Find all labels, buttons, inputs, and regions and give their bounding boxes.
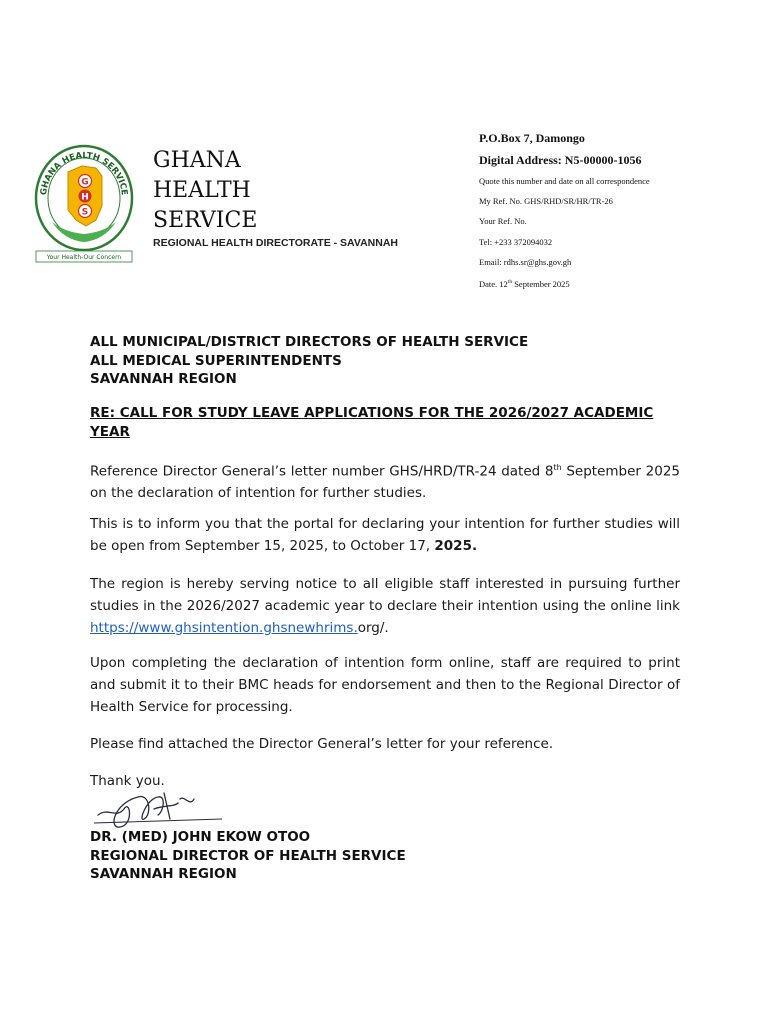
- intention-portal-link[interactable]: https://www.ghsintention.ghsnewhrims.: [90, 619, 358, 636]
- paragraph-reference: [90, 457, 680, 505]
- addressees: [90, 333, 528, 389]
- addressee-line: ALL MEDICAL SUPERINTENDENTS: [90, 352, 342, 369]
- addressee-line: SAVANNAH REGION: [90, 371, 237, 387]
- contact-block: [479, 127, 650, 294]
- p1-text: Reference Director General’s letter number GHS/HRD/TR-24 dated 8: [90, 463, 554, 480]
- logo-letter-h: H: [81, 192, 89, 203]
- quote-note: Quote this number and date on all correspondence: [479, 176, 650, 186]
- p1-sup: th: [553, 463, 562, 472]
- my-ref: [479, 191, 650, 211]
- logo-letter-s: S: [81, 207, 89, 218]
- organization-name: [153, 146, 257, 236]
- po-box: P.O.Box 7, Damongo: [479, 131, 585, 145]
- date-sup: th: [507, 279, 513, 286]
- logo-motto: Your Health-Our Concern: [46, 254, 122, 261]
- p2-text: This is to inform you that the portal for declaring your intention for further studies will be open from September 15, 2025, to October 17,: [90, 516, 680, 554]
- logo-ring-text: GHANA HEALTH SERVICE: [39, 150, 129, 196]
- telephone: Tel: +233 372094032: [479, 236, 553, 247]
- date-prefix: Date. 12: [479, 278, 508, 289]
- my-ref-value: GHS/RHD/SR/HR/TR-26: [524, 196, 613, 207]
- addressee-line: ALL MUNICIPAL/DISTRICT DIRECTORS OF HEALTH SERVICE: [90, 334, 529, 350]
- subject-line: RE: CALL FOR STUDY LEAVE APPLICATIONS FOR THE 2026/2027 ACADEMIC YEAR: [90, 405, 654, 440]
- org-name-line: GHANA: [153, 148, 241, 173]
- logo-letter-g: G: [81, 177, 89, 188]
- signatory-title: REGIONAL DIRECTOR OF HEALTH SERVICE: [90, 847, 406, 864]
- org-name-line: SERVICE: [153, 208, 258, 233]
- my-ref-label: My Ref. No.: [479, 196, 525, 207]
- paragraph-portal: [90, 514, 680, 558]
- signatory-block: [90, 828, 406, 884]
- p3-text-after: org/.: [357, 619, 389, 636]
- date-suffix: September 2025: [512, 278, 570, 289]
- digital-address: Digital Address: N5-00000-1056: [479, 153, 642, 167]
- closing: Thank you.: [90, 773, 165, 789]
- directorate-subtitle: REGIONAL HEALTH DIRECTORATE - SAVANNAH: [153, 237, 399, 249]
- org-name-line: HEALTH: [153, 178, 251, 203]
- signatory-name: DR. (MED) JOHN EKOW OTOO: [90, 829, 311, 845]
- paragraph-procedure: Upon completing the declaration of intention form online, staff are required to print and submit it to their BMC heads for endorsement and then to the Regional Director of Health Service for processing.: [90, 655, 680, 715]
- email: Email: rdhs.sr@ghs.gov.gh: [479, 256, 572, 267]
- paragraph-notice: [90, 574, 680, 639]
- your-ref: Your Ref. No.: [479, 216, 527, 227]
- letter-date: [479, 272, 650, 294]
- p2-bold: 2025.: [434, 537, 478, 554]
- ghs-logo: [30, 136, 138, 266]
- signatory-region: SAVANNAH REGION: [90, 866, 237, 882]
- paragraph-attachment: Please find attached the Director General’s letter for your reference.: [90, 736, 554, 752]
- p3-text: The region is hereby serving notice to all eligible staff interested in pursuing further studies in the 2026/2027 academic year to declare their intention using the online link: [90, 576, 680, 614]
- p1-text-after: September 2025 on the declaration of intention for further studies.: [90, 463, 680, 502]
